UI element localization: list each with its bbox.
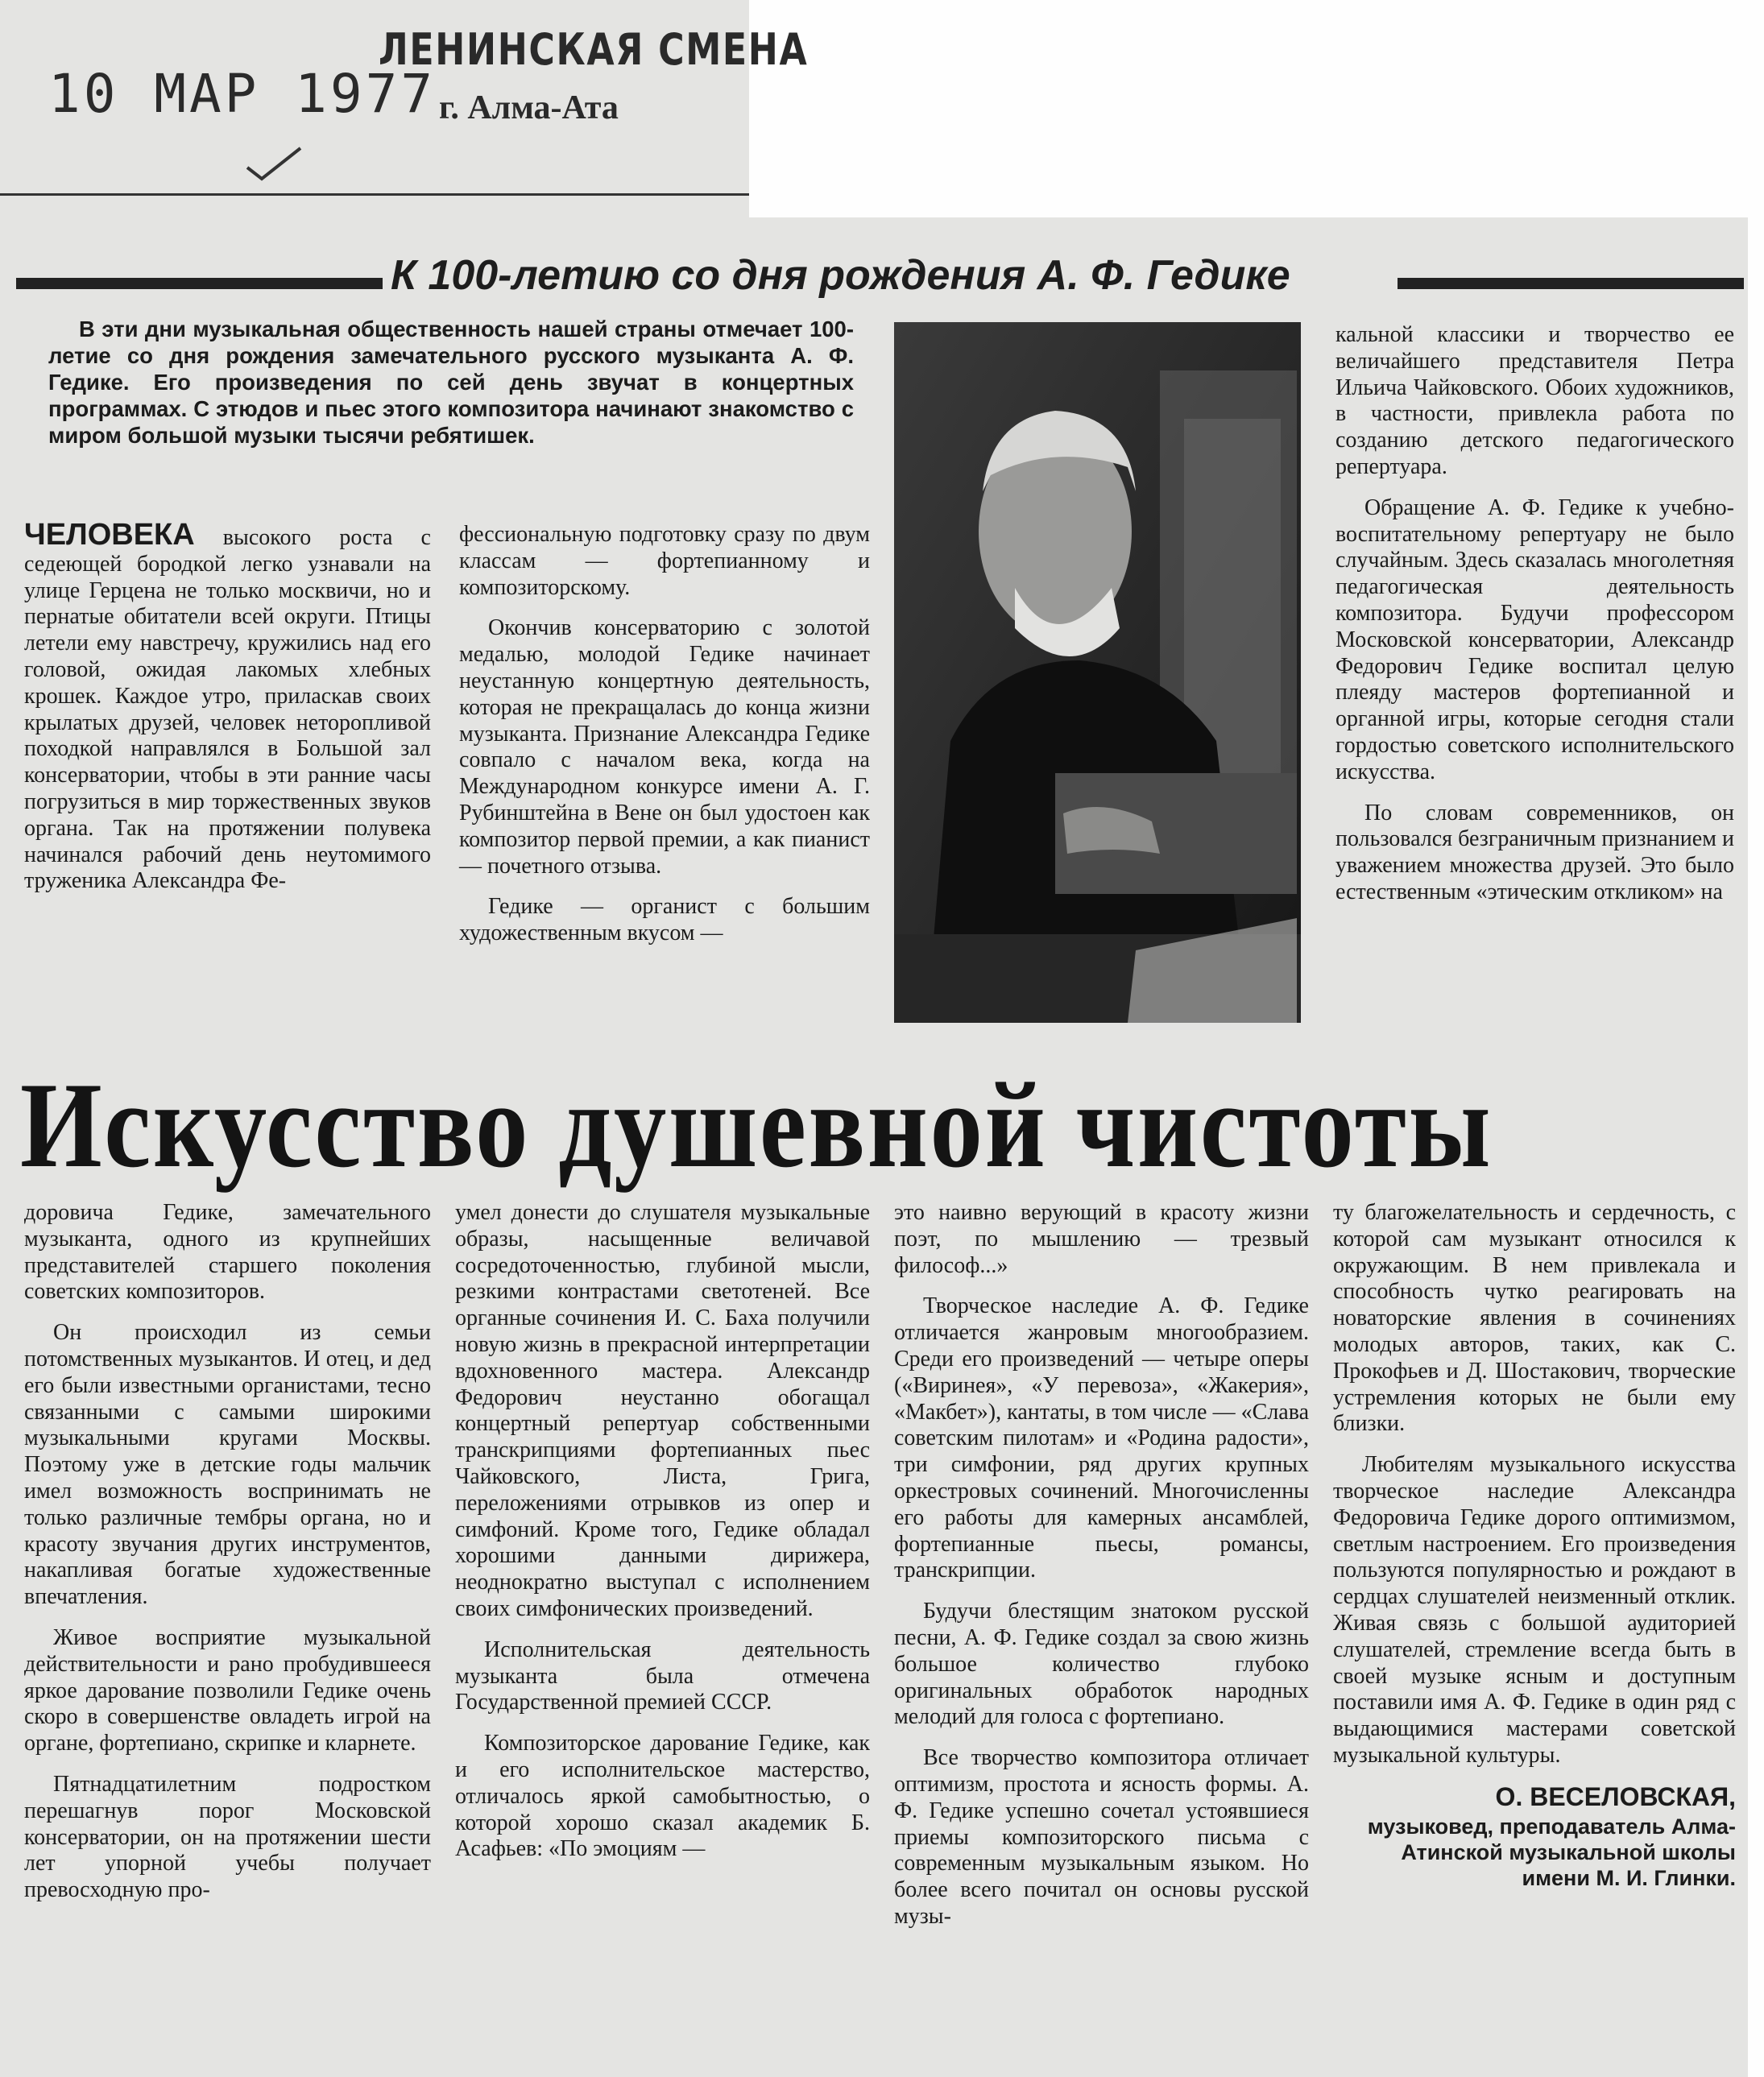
lower-col3-p4: Все творчество композитора отличает оптимизм, простота и ясность формы. А. Ф. Гедике успешно сочетал устоявшиеся приемы композиторского письма с современным музыкальным языком. Но более всего почитал он основы русской музы- [894,1745,1309,1929]
author-name: О. ВЕСЕЛОВСКАЯ, [1495,1781,1736,1811]
lower-col1-p4: Пятнадцатилетним подростком перешагнув порог Московской консерватории, он на протяжении шести лет упорной учебы получает превосходную про- [24,1771,431,1903]
lower-col2-p2: Исполнительская деятельность музыканта была отмечена Государственной премией СССР. [455,1636,870,1715]
upper-col3-p2: Обращение А. Ф. Гедике к учебно-воспитательному репертуару не было случайным. Здесь сказалась многолетняя педагогическая деятельность композитора. Будучи профессором Московской консерватории, Александр Федорович Гедике воспитал целую плеяду мастеров фортепианной и органной игры, которые сегодня стали гордостью советского исполнительского искусства. [1335,494,1734,784]
lower-col3-p1: это наивно верующий в красоту жизни поэт, по мышлению — трезвый философ...» [894,1200,1309,1278]
lower-col3-p3: Будучи блестящим знатоком русской песни, А. Ф. Гедике создал за свою жизнь большое количество глубоко оригинальных обработок народных мелодий для голоса с фортепиано. [894,1599,1309,1730]
lower-column-1 [24,1200,431,1918]
date-stamp: 10 МАР 1977 [48,63,437,125]
newspaper-name: ЛЕНИНСКАЯ СМЕНА [379,24,809,75]
lower-column-4 [1333,1200,1736,1905]
upper-col2-p3: Гедике — органист с большим художественным вкусом — [459,894,870,946]
kicker-rule-right [1398,278,1744,289]
upper-column-2 [459,522,870,962]
dropcap-word: ЧЕЛОВЕКА [24,518,195,552]
upper-col2-p1: фессиональную подготовку сразу по двум классам — фортепианному и композиторскому. [459,522,870,600]
lower-column-3 [894,1200,1309,1945]
upper-col1-text: высокого роста с седеющей бородкой легко узнавали на улице Герцена не только москвичи, но и пернатые обитатели всей округи. Птицы летели ему навстречу, кружились над его головой, ожидая лакомых хлебных крошек. Каждое утро, приласкав своих крылатых друзей, человек неторопливой походкой направлялся в Большой зал консерватории, чтобы в эти ранние часы погрузиться в мир торжественных звуков органа. Так на протяжении полувека начинался рабочий день неутомимого труженика Александра Фе- [24,525,431,894]
portrait-photo [894,322,1301,1023]
checkmark-icon [246,145,302,181]
lower-col4-p2: Любителям музыкального искусства творческое наследие Александра Федоровича Гедике дорого оптимизмом, светлым настроением. Его произведения пользуются популярностью и рождают в сердцах слушателей неизменный отклик. Живая связь с большой аудиторией слушателей, стремление всегда быть в своей музыке ясным и доступным поставили имя А. Ф. Гедике в один ряд с выдающимися мастерами советской музыкальной культуры. [1333,1452,1736,1768]
anniversary-kicker: К 100-летию со дня рождения А. Ф. Гедике [391,252,1290,299]
city-stamp: г. Алма-Ата [439,89,619,126]
lower-column-2 [455,1200,870,1877]
article-headline: Искусство душевной чистоты [20,1057,1493,1193]
lower-col2-p3: Композиторское дарование Гедике, как и его исполнительское мастерство, отличалось яркой самобытностью, о которой хорошо сказал академик Б. Асафьев: «По эмоциям — [455,1731,870,1862]
upper-col3-p3: По словам современников, он пользовался безграничным признанием и уважением множества друзей. Это было естественным «этическим откликом» на [1335,800,1734,904]
lower-col2-p1: умел донести до слушателя музыкальные образы, насыщенные величавой сосредоточенностью, глубиной мысли, резкими контрастами светотеней. Все органные сочинения И. С. Баха получили новую жизнь в прекрасной интерпретации вдохновенного мастера. Александр Федорович неустанно обогащал концертный репертуар собственными транскрипциями фортепианных пьес Чайковского, Листа, Грига, переложениями отрывков из опер и симфоний. Кроме того, Гедике обладал хорошими данными дирижера, неоднократно выступал с исполнением своих симфонических произведений. [455,1200,870,1621]
kicker-rule-left [16,278,383,289]
article-lead: В эти дни музыкальная общественность нашей страны отмечает 100-летие со дня рождения замечательного русского музыканта А. Ф. Гедике. Его произведения по сей день звучат в концертных программах. С этюдов и пьес этого композитора начинают знакомство с миром большой музыки тысячи ребятишек. [48,317,854,448]
lower-col1-p3: Живое восприятие музыкальной действительности и рано пробудившееся яркое дарование позволили Гедике очень скоро в совершенстве овладеть игрой на органе, фортепиано, скрипке и кларнете. [24,1624,431,1756]
upper-col2-p2: Окончив консерваторию с золотой медалью, молодой Гедике начинает неустанную концертную деятельность, которая не прекращалась до конца жизни музыканта. Признание Александра Гедике совпало с началом века, когда на Международном конкурсе имени А. Г. Рубинштейна в Вене он был удостоен как композитор первой премии, а как пианист — почетного отзыва. [459,615,870,879]
upper-column-3 [1335,322,1734,921]
masthead-rule [0,193,749,196]
lower-col3-p2: Творческое наследие А. Ф. Гедике отличается жанровым многообразием. Среди его произведений — четыре оперы («Виринея», «У перевоза», «Жакерия», «Макбет»), кантаты, в том числе — «Слава советским пилотам» и «Родина радости», три симфонии, ряд других крупных оркестровых сочинений. Многочисленны его работы для камерных ансамблей, фортепианные пьесы, романсы, транскрипции. [894,1293,1309,1583]
upper-column-1 [24,518,431,909]
upper-col3-p1: кальной классики и творчество ее величайшего представителя Петра Ильича Чайковского. Обоих художников, в частности, привлекла работа по созданию детского педагогического репертуара. [1335,322,1734,479]
lower-col1-p2: Он происходил из семьи потомственных музыкантов. И отец, и дед его были известными органистами, тесно связанными с самыми широкими музыкальными кругами Москвы. Поэтому уже в детские годы мальчик имел возможность воспринимать не только различные тембры органа, но и красоту звучания других инструментов, накапливая богатые художественные впечатления. [24,1320,431,1610]
lower-col1-p1: доровича Гедике, замечательного музыканта, одного из крупнейших представителей старшего поколения советских композиторов. [24,1200,431,1305]
lower-col4-p1: ту благожелательность и сердечность, с которой сам музыкант относился к окружающим. В нем привлекала и способность чутко реагировать на новаторские явления в сочинениях молодых авторов, таких, как С. Прокофьев и Д. Шостакович, творческие устремления которых не были ему близки. [1333,1200,1736,1437]
author-title: музыковед, преподаватель Алма-Атинской музыкальной школы имени М. И. Глинки. [1367,1814,1736,1890]
